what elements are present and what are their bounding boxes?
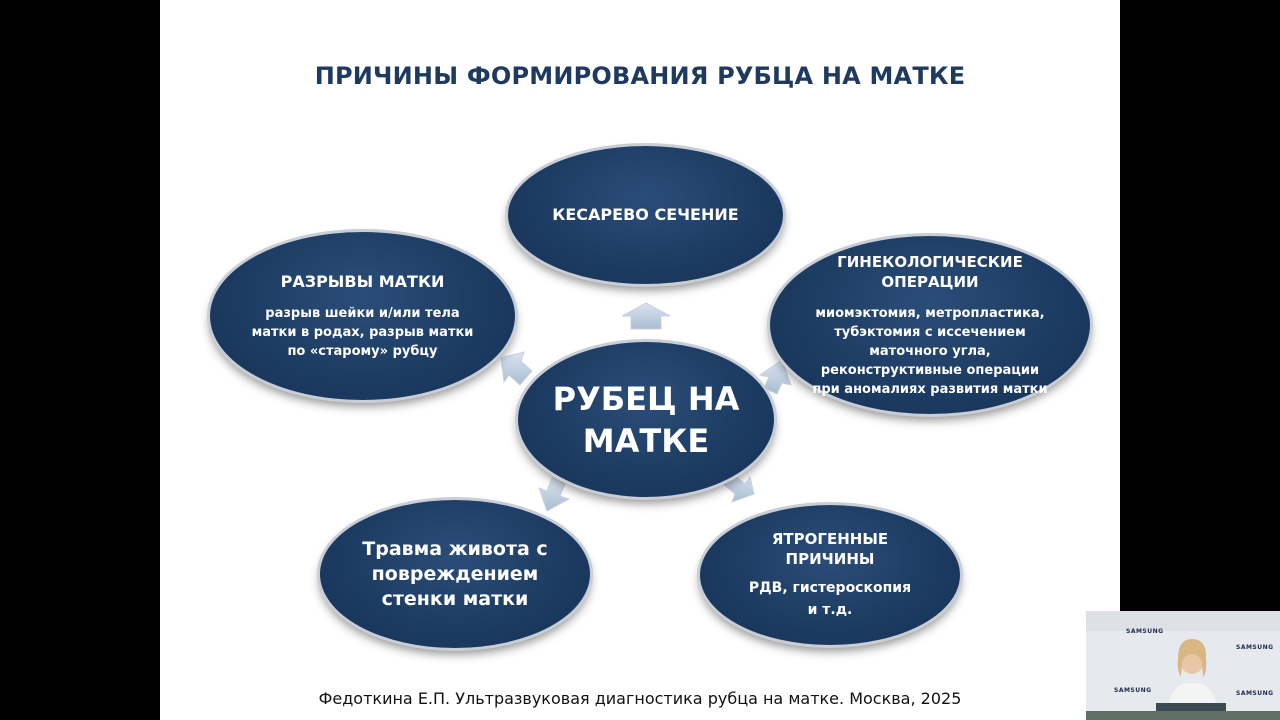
webcam-logo-1: SAMSUNG — [1126, 628, 1164, 635]
node-cesarean-title: КЕСАРЕВО СЕЧЕНИЕ — [552, 205, 739, 224]
webcam-scene — [1086, 611, 1280, 720]
node-gyn-title: ГИНЕКОЛОГИЧЕСКИЕ ОПЕРАЦИИ — [837, 252, 1023, 291]
slide — [160, 0, 1120, 720]
table — [1086, 711, 1280, 720]
node-center-label: РУБЕЦ НА МАТКЕ — [552, 379, 740, 460]
node-trauma-title: Травма живота с повреждением стенки матки — [362, 537, 548, 610]
node-gyn-detail: миомэктомия, метропластика, тубэктомия с иссечением маточного угла, реконструктивные операции при аномалиях развития матки — [812, 305, 1048, 397]
arrow-to-rupture — [501, 352, 532, 385]
node-rupture-title: РАЗРЫВЫ МАТКИ — [280, 271, 445, 291]
node-iatrogenic — [700, 505, 960, 645]
node-iatrogenic-detail: РДВ, гистероскопия и т.д. — [748, 580, 912, 618]
node-iatrogenic-title: ЯТРОГЕННЫЕ ПРИЧИНЫ — [771, 530, 889, 568]
node-cesarean — [508, 146, 783, 284]
node-trauma — [320, 500, 590, 648]
node-rupture — [210, 232, 515, 400]
webcam-logo-2: SAMSUNG — [1236, 644, 1274, 651]
slide-title: ПРИЧИНЫ ФОРМИРОВАНИЯ РУБЦА НА МАТКЕ — [314, 62, 966, 90]
arrow-to-cesarean — [622, 303, 670, 329]
node-center — [518, 342, 774, 497]
node-gyn — [770, 236, 1090, 414]
webcam-overlay — [1086, 611, 1280, 720]
webcam-logo-3: SAMSUNG — [1114, 687, 1152, 694]
arrow-to-trauma — [539, 478, 569, 511]
webcam-logo-4: SAMSUNG — [1236, 690, 1274, 697]
node-rupture-detail: разрыв шейки и/или тела матки в родах, разрыв матки по «старому» рубцу — [251, 305, 474, 359]
slide-footer: Федоткина Е.П. Ультразвуковая диагностика рубца на матке. Москва, 2025 — [318, 689, 962, 708]
